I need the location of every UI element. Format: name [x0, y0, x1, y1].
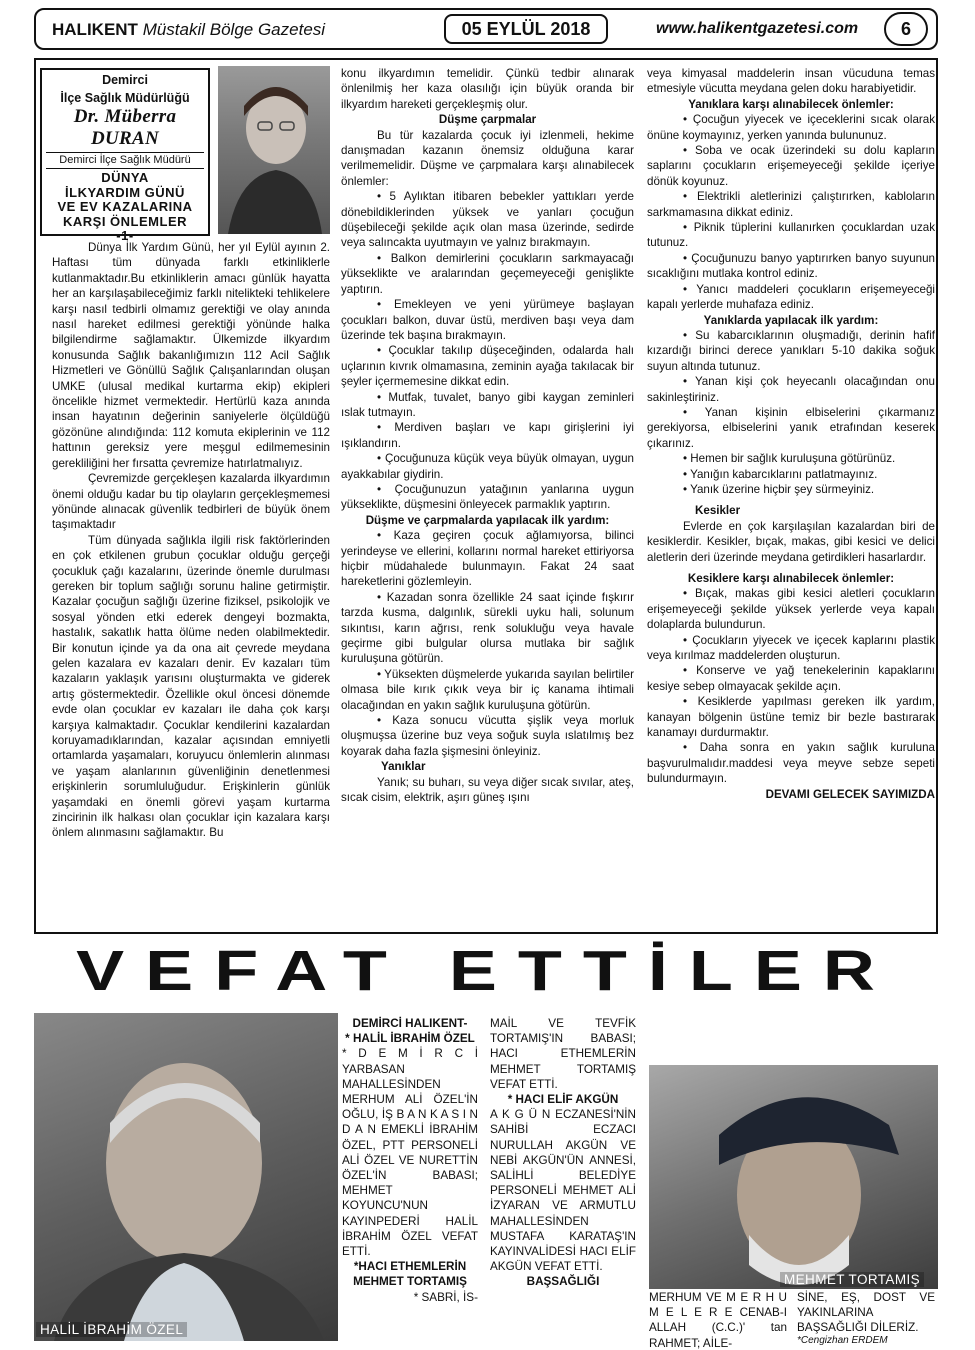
- article-column-2: [341, 66, 634, 806]
- elderly-man-portrait-icon: [34, 1013, 338, 1341]
- col2-paragraph: • Kaza geçiren çocuk ağlamıyorsa, bilinci yerindeyse ve ellerini, kollarını normal hareket ettiriyorsa hiçbir müdahalede bulunmayın. Fakat 24 saat hareketlerini gözlemleyin.: [341, 529, 634, 589]
- col3-paragraph: • Yanıcı maddeleri çocukların erişemeyeceği kapalı yerlerde muhafaza ediniz.: [647, 282, 935, 312]
- obituary-text: * SABRİ, İS-: [413, 1290, 478, 1304]
- col2-paragraph: Yanık; su buharı, su veya diğer sıcak sıvılar, ateş, sıcak cisim, elektrik, aşırı güneş ışını: [341, 775, 634, 805]
- author-org-line1: Demirci: [102, 73, 148, 87]
- obituary-name: * HALİL İBRAHİM ÖZEL: [345, 1032, 475, 1046]
- obituary-photo-right: [649, 1065, 938, 1289]
- obituary-text: SİNE, EŞ, DOST VE YAKINLARINA BAŞSAĞLIĞI DİLERİZ.: [797, 1291, 935, 1335]
- paper-name: HALIKENT: [52, 20, 138, 39]
- man-with-cap-portrait-icon: [649, 1065, 938, 1289]
- col3-subheading: Kesiklere karşı alınabilecek önlemler:: [687, 572, 895, 585]
- issue-date: 05 EYLÜL 2018: [444, 14, 608, 44]
- col2-subheading: Düşme ve çarpmalarda yapılacak ilk yardım:: [365, 513, 610, 527]
- col1-paragraph: Çevremizde gerçekleşen kazalarda ilkyardımın önemi olduğu kadar bu tip olayların gerçekleşmemesi yönünde alınacak güvenlik tedbirleri de büyük önem taşımaktadır: [52, 472, 330, 532]
- col2-subheading: Yanıklar: [381, 760, 426, 774]
- col3-paragraph: • Yanık üzerine hiçbir şey sürmeyiniz.: [683, 482, 875, 496]
- obituary-text: MAİL VE TEVFİK TORTAMIŞ'IN BABASI; HACI ETHEMLERİN MEHMET TORTAMIŞ VEFAT ETTİ.: [490, 1017, 636, 1091]
- author-portrait-icon: [218, 66, 330, 234]
- article-title-line3: VE EV KAZALARINA: [57, 199, 193, 214]
- col3-paragraph: • Su kabarcıklarının oluşmadığı, derinin hafif kızardığı birinci derece yanıkları 5-10 dakika soğuk suyun altında tutunuz.: [647, 328, 935, 373]
- col2-paragraph: • 5 Aylıktan itibaren bebekler yattıkları yerde dönebildiklerinden yüksek ve yanları çocuğun düşebileceği şekilde açık olan masa üzerinde, sedirde veya salıncakta uyutmayın ve yalnız bırakmayın.: [341, 190, 634, 250]
- col3-subheading: Yanıklara karşı alınabilecek önlemler:: [688, 97, 894, 111]
- author-role: Demirci İlçe Sağlık Müdürü: [46, 152, 204, 169]
- col2-paragraph: • Merdiven başları ve kapı girişlerini iyi ışıklandırın.: [341, 421, 634, 450]
- col3-paragraph: • Daha sonra en yakın sağlık kuruluna başvurulmalıdır.maddesi veya meyve sebze sepeti bulundurmayın.: [647, 741, 935, 786]
- obituary-name: * HACI ELİF AKGÜN: [507, 1093, 619, 1107]
- col3-paragraph: • Elektrikli aletlerinizi çalıştırırken, kabloların sarkmamasına dikkat ediniz.: [647, 190, 935, 219]
- newspaper-header: [34, 8, 938, 50]
- col3-subheading: Kesikler: [695, 504, 741, 518]
- paper-masthead: [52, 20, 325, 40]
- obituary-name: *HACI ETHEMLERİN MEHMET TORTAMIŞ: [353, 1260, 467, 1289]
- col3-paragraph: • Piknik tüplerini kullanırken çocuklardan uzak tutunuz.: [647, 221, 935, 250]
- paper-subtitle: Müstakil Bölge Gazetesi: [142, 20, 326, 39]
- col3-paragraph: • Yanan kişi çok heyecanlı olacağından onu sakinleştiriniz.: [647, 375, 935, 404]
- col3-paragraph: • Çocukların yiyecek ve içecek kaplarını plastik veya kırılmaz maddelerden oluşturun.: [647, 633, 935, 663]
- col2-paragraph: • Çocuğunuzun yatağının yanlarına uygun yükseklikte, düşmesini önleyecek parmaklık yaptırın.: [341, 482, 634, 512]
- col3-paragraph: • Hemen bir sağlık kuruluşuna götürünüz.: [683, 452, 896, 466]
- photo-caption-right: MEHMET TORTAMIŞ: [780, 1272, 924, 1287]
- col3-paragraph: • Bıçak, makas gibi kesici aletleri çocukların erişemeyeceği şekilde yüksek yerlerde veya kapalı dolaplarda bulundurun.: [647, 587, 935, 632]
- article-column-1: [52, 240, 330, 841]
- continued-notice: DEVAMI GELECEK SAYIMIZDA: [765, 787, 935, 801]
- col3-paragraph: • Yanığın kabarcıklarını patlatmayınız.: [683, 467, 878, 481]
- col3-subheading: Yanıklarda yapılacak ilk yardım:: [703, 313, 879, 327]
- obituary-column-2: [490, 1016, 636, 1290]
- col2-paragraph: • Çocuklar takılıp düşeceğinden, odalarda halı uçlarının kıvrık olmamasına, zeminin ayağa takılacak bir şeyler içermemesine dikkat edin.: [341, 344, 634, 389]
- obituary-column-1: [342, 1016, 478, 1305]
- col3-paragraph: • Çocuğun yiyecek ve içeceklerini sıcak olarak önüne koymayınız, yerken yanında bulununuz.: [647, 113, 935, 142]
- article-part-number: -1-: [116, 228, 134, 243]
- obituary-text: MERHUM VE M E R H U M E L E R E CENAB-I ALLAH (C.C.)' tan RAHMET; AİLE-: [649, 1291, 787, 1350]
- col2-paragraph: • Emekleyen ve yeni yürümeye başlayan çocukları balkon, duvar üstü, merdiven başı veya dam üzerinde tek başına bırakmayın.: [341, 298, 634, 342]
- author-box: [40, 68, 210, 243]
- author-org-line2: İlçe Sağlık Müdürlüğü: [60, 91, 190, 105]
- obituary-text: * D E M İ R C İ YARBASAN MAHALLESİNDEN MERHUM ALİ ÖZEL'İN OĞLU, İŞ B A N K A S I N D A N EMEKLİ İBRAHİM ÖZEL, PTT PERSONELİ ALİ ÖZEL VE NURETTİN ÖZEL'İN BABASI; MEHMET KOYUNCU'NUN KAYINPEDERİ HALİL İBRAHİM ÖZEL VEFAT ETTİ.: [342, 1047, 478, 1259]
- obituary-signature: *Cengizhan ERDEM: [797, 1335, 888, 1346]
- col3-paragraph: • Kesiklerde yapılması gereken ilk yardım, kanayan bölgenin üstüne temiz bir bezle bastırarak kanamayı durdurmaktır.: [647, 695, 935, 740]
- col2-paragraph: • Kaza sonucu vücutta şişlik veya morluk oluşmuşsa üzerine buz veya soğuk suyla ıslatılmış bez koyarak daha fazla şişmesini önleyiniz.: [341, 714, 634, 758]
- col3-paragraph: • Yanan kişinin elbiselerini çıkarmanız gerekiyorsa, elbiselerini yanık etrafından keserek çıkarınız.: [647, 405, 935, 450]
- col2-paragraph: • Çocuğunuza küçük veya büyük olmayan, uygun ayakkabılar giydirin.: [341, 452, 634, 481]
- obituary-heading: VEFAT ETTİLER: [76, 939, 896, 1003]
- col3-paragraph: Evlerde en çok karşılaşılan kazalardan biri de kesiklerdir. Kesikler, bıçak, makas, gibi kesici ve delici aletlerin deri üzerinde meydana getirdikleri hasarlardır.: [647, 519, 935, 564]
- article-column-3: [647, 66, 935, 802]
- col1-paragraph: Dünya İlk Yardım Günü, her yıl Eylül ayının 2. Haftası tüm dünyada farklı etkinliklerle kutlanmaktadır.Bu etkinliklerin amacı günlük hayatta her an karşılaşabileceğimiz farklı nitelikteki tehlikelere karşı nasıl tedbirli olmamız gerektiği ve olay anında nasıl hareket edilmesi gerektiği yönünde halka bilgilendirme sağlamaktır. Ülkemizde ilkyardım konusunda Sağlık bakanlığımızın 112 Acil Sağlık Hizmetleri ve Gönüllü Sağlık Çalışanlarından oluşan UMKE (ulusal medikal kurtarma ekip) ekipleri öncelikle hizmet vermektedir. Hertürlü kaza anında insan hayatının değerinin saniyelerle ölçüldüğü gözönüne alındığında: 112 komuta ekiplerinin ve 112 hattının gereksiz yere meşgul edilmemesinin gerekliliğini her fırsatta çevremize hatırlatmalıyız.: [52, 241, 330, 470]
- col3-paragraph: veya kimyasal maddelerin insan vücuduna temas etmesiyle vücutta meydana gelen doku harabiyetidir.: [647, 67, 935, 96]
- col3-paragraph: • Soba ve ocak üzerindeki su dolu kapların saplarını çocukların erişemeyeceği şekilde içeriye dönük koyunuz.: [647, 144, 935, 188]
- obituary-photo-left: [34, 1013, 338, 1341]
- col2-paragraph: konu ilkyardımın temelidir. Çünkü tedbir alınarak önlenilmiş her kaza olasılığı için büyük oranda bir ilkyardım hareketi gerçekleşmiş olur.: [341, 67, 634, 111]
- col1-paragraph: Tüm dünyada sağlıkla ilgili risk faktörlerinden en çok etkilenen grubun çocuklar olduğu gerçeği çocukluk çağı kazalarını, üzerinde önemle durulması gereken bir toplum sağlığı sorunu haline getirmiştir. Kazalar çocuğun sağlığı üzerine fiziksel, psikolojik ve sosyal yönden etki ederek dengeyi bozmakta, hastalık, sakatlık hatta ölüme neden olabilmektedir. Bir konutun içinde ya da ona ait çevrede meydana gelen kazalara ev kazaları denir. Ev kazaları tüm kazaların yaklaşık yarısını oluşturmakta ve giderek artış göstermektedir. Özellikle okul öncesi dönemde evde olan çocuklar ev kazaları ile daha çok karşı karşıya kalmaktadır. Çocuklar kendilerini kazalardan koruyamadıklarından, kazalar açısından emniyetli ortamlarda yaşamaları, koruyucu önlemlerin alınması ve yaşam alanlarının güvenliğinin denetlenmesi erişkinlerin sorumluluğudur. Erişkinlerin günlük yaşamdaki en önemli görevi yaşam kurtarma zincirinin ilk halkası olan çocuklar için kazalara karşı önlem alınmasını sağlamaktır. Bu: [52, 533, 330, 840]
- col2-paragraph: • Yüksekten düşmelerde yukarıda sayılan belirtiler olmasa bile kırık çıkık veya bir iç kanama ihtimali olacağından en yakın sağlık kuruluşuna götürün.: [341, 667, 634, 712]
- col3-paragraph: • Konserve ve yağ tenekelerinin kapaklarını kesiye sebep olmayacak şekilde açın.: [647, 664, 935, 693]
- author-photo: [218, 66, 330, 234]
- col2-paragraph: Bu tür kazalarda çocuk iyi izlenmeli, hekime danışmadan kazanın önemsiz olduğuna karar verilmemelidir. Düşme ve çarpmalara karşı alınabilecek önlemler:: [341, 128, 634, 188]
- col2-paragraph: • Kazadan sonra özellikle 24 saat içinde fışkırır tarzda kusma, dalgınlık, sürekli uyku hali, solunum sıkıntısı, karın ağrısı, renk solukluğu veya havale geçirme gibi bulgular olursa mutlaka bir sağlık kuruluşuna götürün.: [341, 590, 634, 666]
- col2-paragraph: • Balkon demirlerini çocukların sarkmayacağı yükseklikte ve aralarından geçemeyeceği genişlikte yaptırın.: [341, 251, 634, 296]
- article-title-line1: DÜNYA: [101, 170, 149, 185]
- obituary-text: A K G Ü N ECZANESİ'NİN SAHİBİ ECZACI NURULLAH AKGÜN VE NEBİ AKGÜN'ÜN ANNESİ, SALİHLİ BELEDİYE PERSONELİ MEHMET ALİ İZYARAN VE ARMUTLU MAHALLESİNDEN MUSTAFA KARATAŞ'IN KAYINVALİDESİ HACI ELİF AKGÜN VEFAT ETTİ.: [490, 1108, 636, 1274]
- page-number: 6: [884, 12, 928, 46]
- website-link[interactable]: www.halikentgazetesi.com: [656, 20, 859, 37]
- col3-paragraph: • Çocuğunuzu banyo yaptırırken banyo suyunun sıcaklığını mutlaka kontrol ediniz.: [647, 251, 935, 281]
- obituary-dateline: DEMİRCİ HALIKENT-: [352, 1017, 468, 1030]
- article-title-line2: İLKYARDIM GÜNÜ: [65, 184, 185, 200]
- author-name: Dr. Müberra DURAN: [73, 106, 177, 149]
- photo-caption-left: HALİL İBRAHİM ÖZEL: [36, 1322, 187, 1337]
- article-title-line4: KARŞI ÖNLEMLER: [63, 213, 187, 229]
- obituary-condolence-label: BAŞSAĞLIĞI: [526, 1275, 600, 1289]
- col2-paragraph: • Mutfak, tuvalet, banyo gibi kaygan zeminleri ıslak tutmayın.: [341, 390, 634, 419]
- col2-subheading: Düşme çarpmalar: [438, 113, 537, 127]
